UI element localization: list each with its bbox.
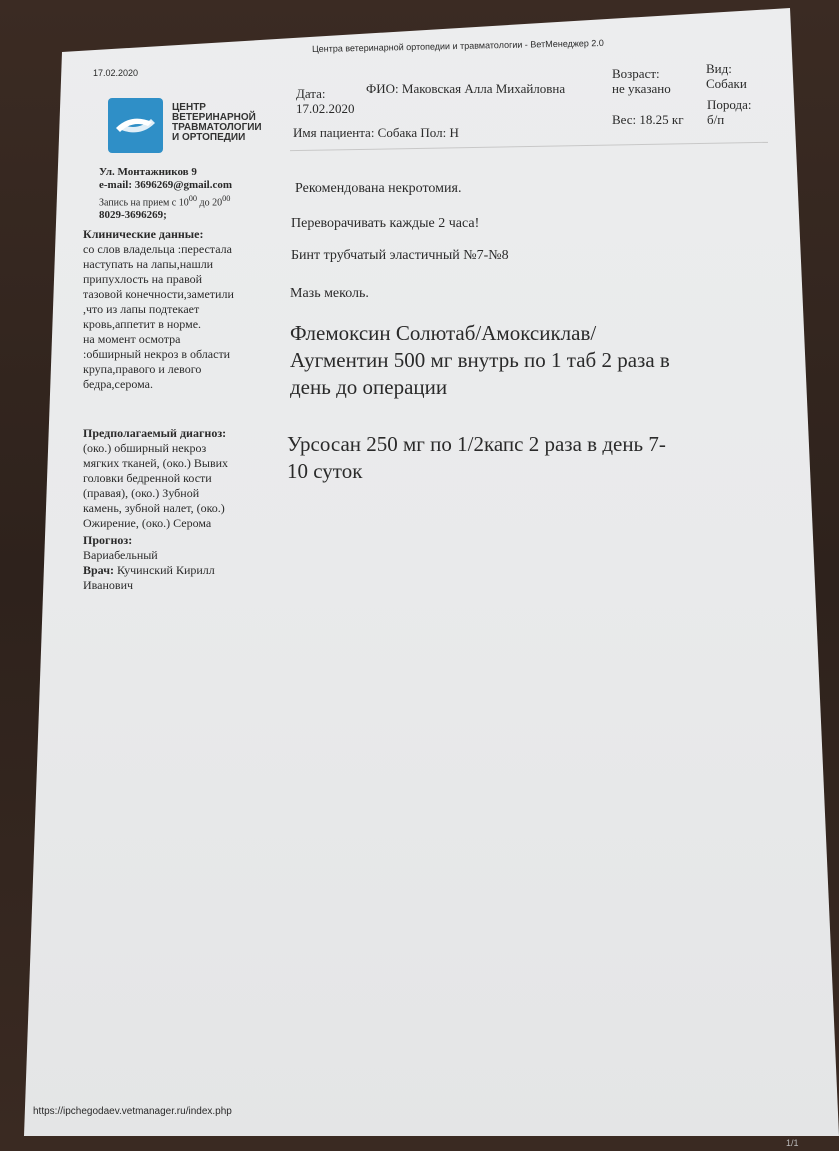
doctor-line: Врач: Кучинский Кирилл [83, 563, 215, 577]
clinic-hours: Запись на прием с $10^{00}$ до $20^{00}$ [99, 194, 231, 209]
footer-url: https://ipchegodaev.vetmanager.ru/index.php [33, 1106, 232, 1117]
diagnosis-line: головки бедренной кости [83, 471, 212, 485]
age-value: не указано [612, 81, 671, 96]
diagnosis-line: (око.) обширный некроз [83, 441, 207, 455]
clinic-address: Ул. Монтажников 9 [99, 166, 197, 178]
medication-2-line: Урсосан 250 мг по 1/2капс 2 раза в день 7- [287, 432, 666, 456]
date-label: Дата: [296, 86, 326, 101]
clinic-logo-text [172, 103, 262, 143]
diagnosis-label: Предполагаемый диагноз: [83, 426, 227, 440]
medication-2 [287, 431, 666, 485]
header-title: Центра ветеринарной ортопедии и травматологии - ВетМенеджер 2.0 [311, 37, 604, 55]
breed-field [707, 97, 752, 127]
medication-1-line: Флемоксин Солютаб/Амоксиклав/ [290, 321, 597, 345]
breed-value: б/п [707, 112, 725, 127]
age-label: Возраст: [612, 66, 660, 81]
logo-line: И ОРТОПЕДИИ [172, 132, 246, 143]
clinical-label: Клинические данные: [83, 227, 204, 241]
clinical-line: ,что из лапы подтекает [83, 302, 200, 316]
species-field [706, 61, 747, 91]
clinical-line: наступать на лапы,нашли [83, 257, 214, 271]
age-field [612, 66, 671, 96]
weight-field: Вес: 18.25 кг [612, 112, 684, 127]
logo-line: ТРАВМАТОЛОГИИ [172, 122, 262, 133]
medication-1-line: Аугментин 500 мг внутрь по 1 таб 2 раза в [290, 348, 670, 372]
recommendation-item: Бинт трубчатый эластичный №7-№8 [291, 248, 509, 263]
recommendation-item: Переворачивать каждые 2 часа! [291, 216, 480, 231]
clinical-line: бедра,серома. [83, 377, 153, 391]
clinical-line: крупа,правого и левого [83, 362, 202, 376]
recommendation-item: Мазь меколь. [290, 286, 369, 301]
medication-2-line: 10 суток [287, 459, 363, 483]
diagnosis-line: Ожирение, (око.) Серома [83, 516, 212, 530]
clinical-data [83, 227, 234, 392]
diagnosis-line: камень, зубной налет, (око.) [83, 501, 225, 515]
date-field [296, 86, 355, 116]
diagnosis-line: мягких тканей, (око.) Вывих [83, 456, 229, 470]
recommendation-item: Рекомендована некротомия. [295, 181, 462, 196]
hands-icon [108, 98, 163, 153]
clinical-line: тазовой конечности,заметили [83, 287, 234, 301]
prognosis-label: Прогноз: [83, 533, 133, 547]
patient-name-sex: Имя пациента: Собака Пол: Н [293, 125, 459, 140]
doctor-line-2: Иванович [83, 578, 134, 592]
clinic-logo [108, 98, 163, 153]
prognosis-value: Вариабельный [83, 548, 158, 562]
medication-1-line: день до операции [290, 375, 448, 399]
logo-line: ЦЕНТР [172, 102, 206, 113]
print-date: 17.02.2020 [93, 68, 139, 78]
medication-1 [290, 320, 670, 401]
logo-line: ВЕТЕРИНАРНОЙ [172, 112, 256, 123]
clinical-line: кровь,аппетит в норме. [83, 317, 202, 331]
page-number: 1/1 [786, 1138, 799, 1148]
clinical-line: :обширный некроз в области [83, 347, 231, 361]
species-value: Собаки [706, 76, 747, 91]
clinic-phone: 8029-3696269; [99, 209, 167, 222]
diagnosis-line: (правая), (око.) Зубной [83, 486, 200, 500]
owner-fio: ФИО: Маковская Алла Михайловна [366, 81, 566, 96]
diagnosis-block [83, 426, 228, 593]
clinical-line: припухлость на правой [83, 272, 203, 286]
date-value: 17.02.2020 [296, 101, 355, 116]
species-label: Вид: [706, 61, 732, 76]
breed-label: Порода: [707, 97, 752, 112]
clinical-line: на момент осмотра [83, 332, 181, 346]
clinic-email: e-mail: 3696269@gmail.com [99, 179, 233, 191]
clinical-line: со слов владельца :перестала [83, 242, 232, 256]
clinic-contacts [99, 166, 232, 222]
